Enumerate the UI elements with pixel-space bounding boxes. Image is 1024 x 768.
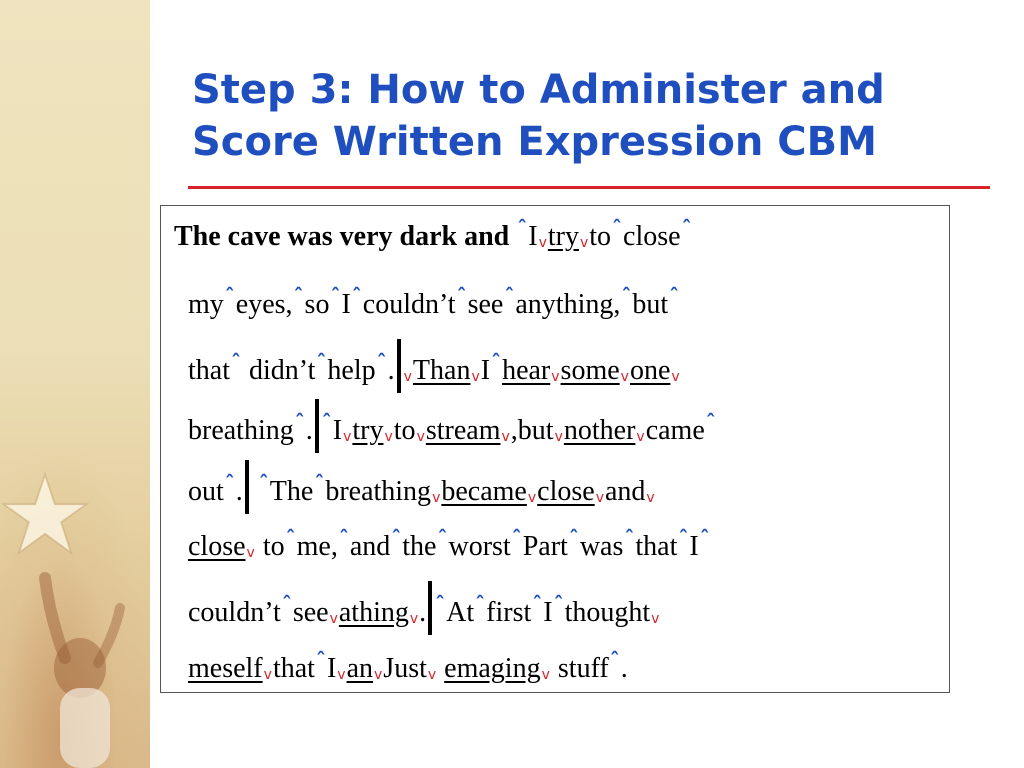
incorrect-mark: v	[343, 429, 352, 445]
sentence-divider	[245, 460, 249, 514]
correct-mark: ˆ	[315, 648, 326, 672]
word: see	[467, 289, 504, 320]
incorrect-mark: v	[263, 667, 272, 683]
incorrect-mark: v	[501, 429, 510, 445]
correct-mark: ˆ	[293, 284, 304, 308]
correct-mark: ˆ	[612, 216, 623, 240]
word: came	[645, 415, 705, 446]
word: Just	[383, 653, 427, 684]
word: that	[188, 355, 230, 386]
passage-line-8	[188, 642, 628, 693]
correct-mark: ˆ	[621, 284, 632, 308]
punctuation: .	[419, 597, 427, 628]
word: help	[327, 355, 376, 386]
incorrect-mark: v	[329, 611, 338, 627]
word: and	[604, 476, 646, 507]
word: hear	[502, 355, 551, 386]
word: didn’t	[249, 355, 316, 386]
incorrect-mark: v	[432, 490, 441, 506]
word: one	[629, 355, 671, 386]
word: breathing	[188, 415, 294, 446]
word: Part	[522, 531, 568, 562]
word: Than	[412, 355, 471, 386]
incorrect-mark: v	[374, 667, 383, 683]
incorrect-mark: v	[671, 369, 680, 385]
incorrect-mark: v	[620, 369, 629, 385]
correct-mark: ˆ	[231, 350, 241, 374]
sentence-divider	[428, 581, 432, 635]
correct-mark: ˆ	[338, 526, 349, 550]
passage-line-6	[188, 520, 711, 571]
punctuation: .	[387, 355, 395, 386]
incorrect-mark: v	[541, 667, 550, 683]
word: but	[632, 289, 669, 320]
correct-mark: ˆ	[511, 526, 522, 550]
incorrect-mark: v	[427, 667, 437, 683]
correct-mark: ˆ	[391, 526, 402, 550]
correct-mark: ˆ	[475, 592, 486, 616]
incorrect-mark: v	[579, 235, 589, 251]
title-line-1: Step 3: How to Administer and	[192, 67, 885, 113]
passage-line-4	[188, 399, 717, 455]
word: couldn’t	[188, 597, 281, 628]
child-reaching-image	[20, 538, 130, 768]
correct-mark: ˆ	[437, 526, 448, 550]
word: try	[352, 415, 384, 446]
slide-title	[192, 64, 992, 168]
correct-mark: ˆ	[669, 284, 680, 308]
passage-line-7	[188, 581, 660, 637]
word: to	[393, 415, 416, 446]
word: thought	[564, 597, 651, 628]
title-line-2: Score Written Expression CBM	[192, 119, 877, 165]
correct-mark: ˆ	[258, 471, 269, 495]
correct-mark: ˆ	[376, 350, 387, 374]
correct-mark: ˆ	[330, 284, 341, 308]
word: and	[349, 531, 391, 562]
correct-mark: ˆ	[504, 284, 515, 308]
incorrect-mark: v	[538, 235, 547, 251]
word: I	[341, 289, 351, 320]
incorrect-mark: v	[403, 369, 412, 385]
correct-mark: ˆ	[351, 284, 362, 308]
correct-mark: ˆ	[294, 410, 305, 434]
word: I	[332, 415, 343, 446]
correct-mark: ˆ	[224, 471, 235, 495]
story-starter	[174, 216, 693, 253]
word: was	[579, 531, 624, 562]
word: an	[346, 653, 373, 684]
sentence-divider	[397, 339, 401, 393]
incorrect-mark: v	[595, 490, 604, 506]
correct-mark: ˆ	[316, 350, 327, 374]
sentence-divider	[315, 399, 319, 453]
incorrect-mark: v	[337, 667, 346, 683]
word: to	[262, 531, 285, 562]
correct-mark: ˆ	[624, 526, 635, 550]
correct-mark: ˆ	[553, 592, 564, 616]
punctuation: .	[305, 415, 313, 446]
passage-line-5	[188, 460, 656, 516]
title-underline-rule	[188, 186, 990, 189]
word: athing	[338, 597, 409, 628]
word: close	[623, 221, 681, 252]
passage-line-3	[188, 339, 681, 395]
correct-mark: ˆ	[681, 216, 692, 240]
word: became	[441, 476, 527, 507]
word: close	[188, 531, 246, 562]
incorrect-mark: v	[471, 369, 480, 385]
word: breathing	[325, 476, 432, 507]
story-starter-text: The cave was very dark and	[174, 221, 510, 252]
word: eyes,	[235, 289, 293, 320]
word: meself	[188, 653, 263, 684]
word: I	[689, 531, 699, 562]
incorrect-mark: v	[416, 429, 425, 445]
passage-line-2	[188, 278, 680, 323]
punctuation: .	[620, 653, 628, 684]
correct-mark: ˆ	[678, 526, 689, 550]
correct-mark: ˆ	[314, 471, 325, 495]
word: emaging	[444, 653, 541, 684]
correct-mark: ˆ	[281, 592, 292, 616]
incorrect-mark: v	[636, 429, 645, 445]
correct-mark: ˆ	[285, 526, 296, 550]
word: that	[635, 531, 678, 562]
correct-mark: ˆ	[456, 284, 467, 308]
punctuation: .	[235, 476, 243, 507]
word: close	[537, 476, 595, 507]
incorrect-mark: v	[409, 611, 419, 627]
word: I	[528, 221, 538, 252]
correct-mark: ˆ	[609, 648, 620, 672]
word: the	[402, 531, 437, 562]
decorative-sidebar	[0, 0, 150, 768]
correct-mark: ˆ	[699, 526, 710, 550]
word: to	[589, 221, 612, 252]
word: I	[543, 597, 553, 628]
correct-mark: ˆ	[568, 526, 579, 550]
correct-mark: ˆ	[435, 592, 446, 616]
word: worst	[448, 531, 511, 562]
word: me,	[296, 531, 338, 562]
word: stream	[425, 415, 501, 446]
correct-mark: ˆ	[532, 592, 543, 616]
word: stuff	[557, 653, 609, 684]
word: couldn’t	[362, 289, 456, 320]
correct-mark: ˆ	[705, 410, 716, 434]
correct-mark: ˆ	[224, 284, 235, 308]
passage-line-1	[516, 216, 692, 252]
correct-mark: ˆ	[491, 350, 502, 374]
word: some	[560, 355, 620, 386]
word: try	[547, 221, 579, 252]
correct-mark: ˆ	[517, 216, 528, 240]
word: At	[446, 597, 475, 628]
word: first	[486, 597, 532, 628]
incorrect-mark: v	[551, 369, 560, 385]
incorrect-mark: v	[651, 611, 660, 627]
incorrect-mark: v	[246, 545, 255, 561]
incorrect-mark: v	[646, 490, 655, 506]
word: I	[480, 355, 491, 386]
word: that	[272, 653, 315, 684]
word: anything,	[515, 289, 621, 320]
incorrect-mark: v	[527, 490, 537, 506]
word: ,but	[510, 415, 554, 446]
word: The	[269, 476, 314, 507]
word: so	[304, 289, 330, 320]
word: I	[326, 653, 337, 684]
incorrect-mark: v	[384, 429, 393, 445]
word: my	[188, 289, 224, 320]
word: see	[292, 597, 329, 628]
word: nother	[563, 415, 636, 446]
word: out	[188, 476, 224, 507]
correct-mark: ˆ	[321, 410, 332, 434]
incorrect-mark: v	[554, 429, 563, 445]
